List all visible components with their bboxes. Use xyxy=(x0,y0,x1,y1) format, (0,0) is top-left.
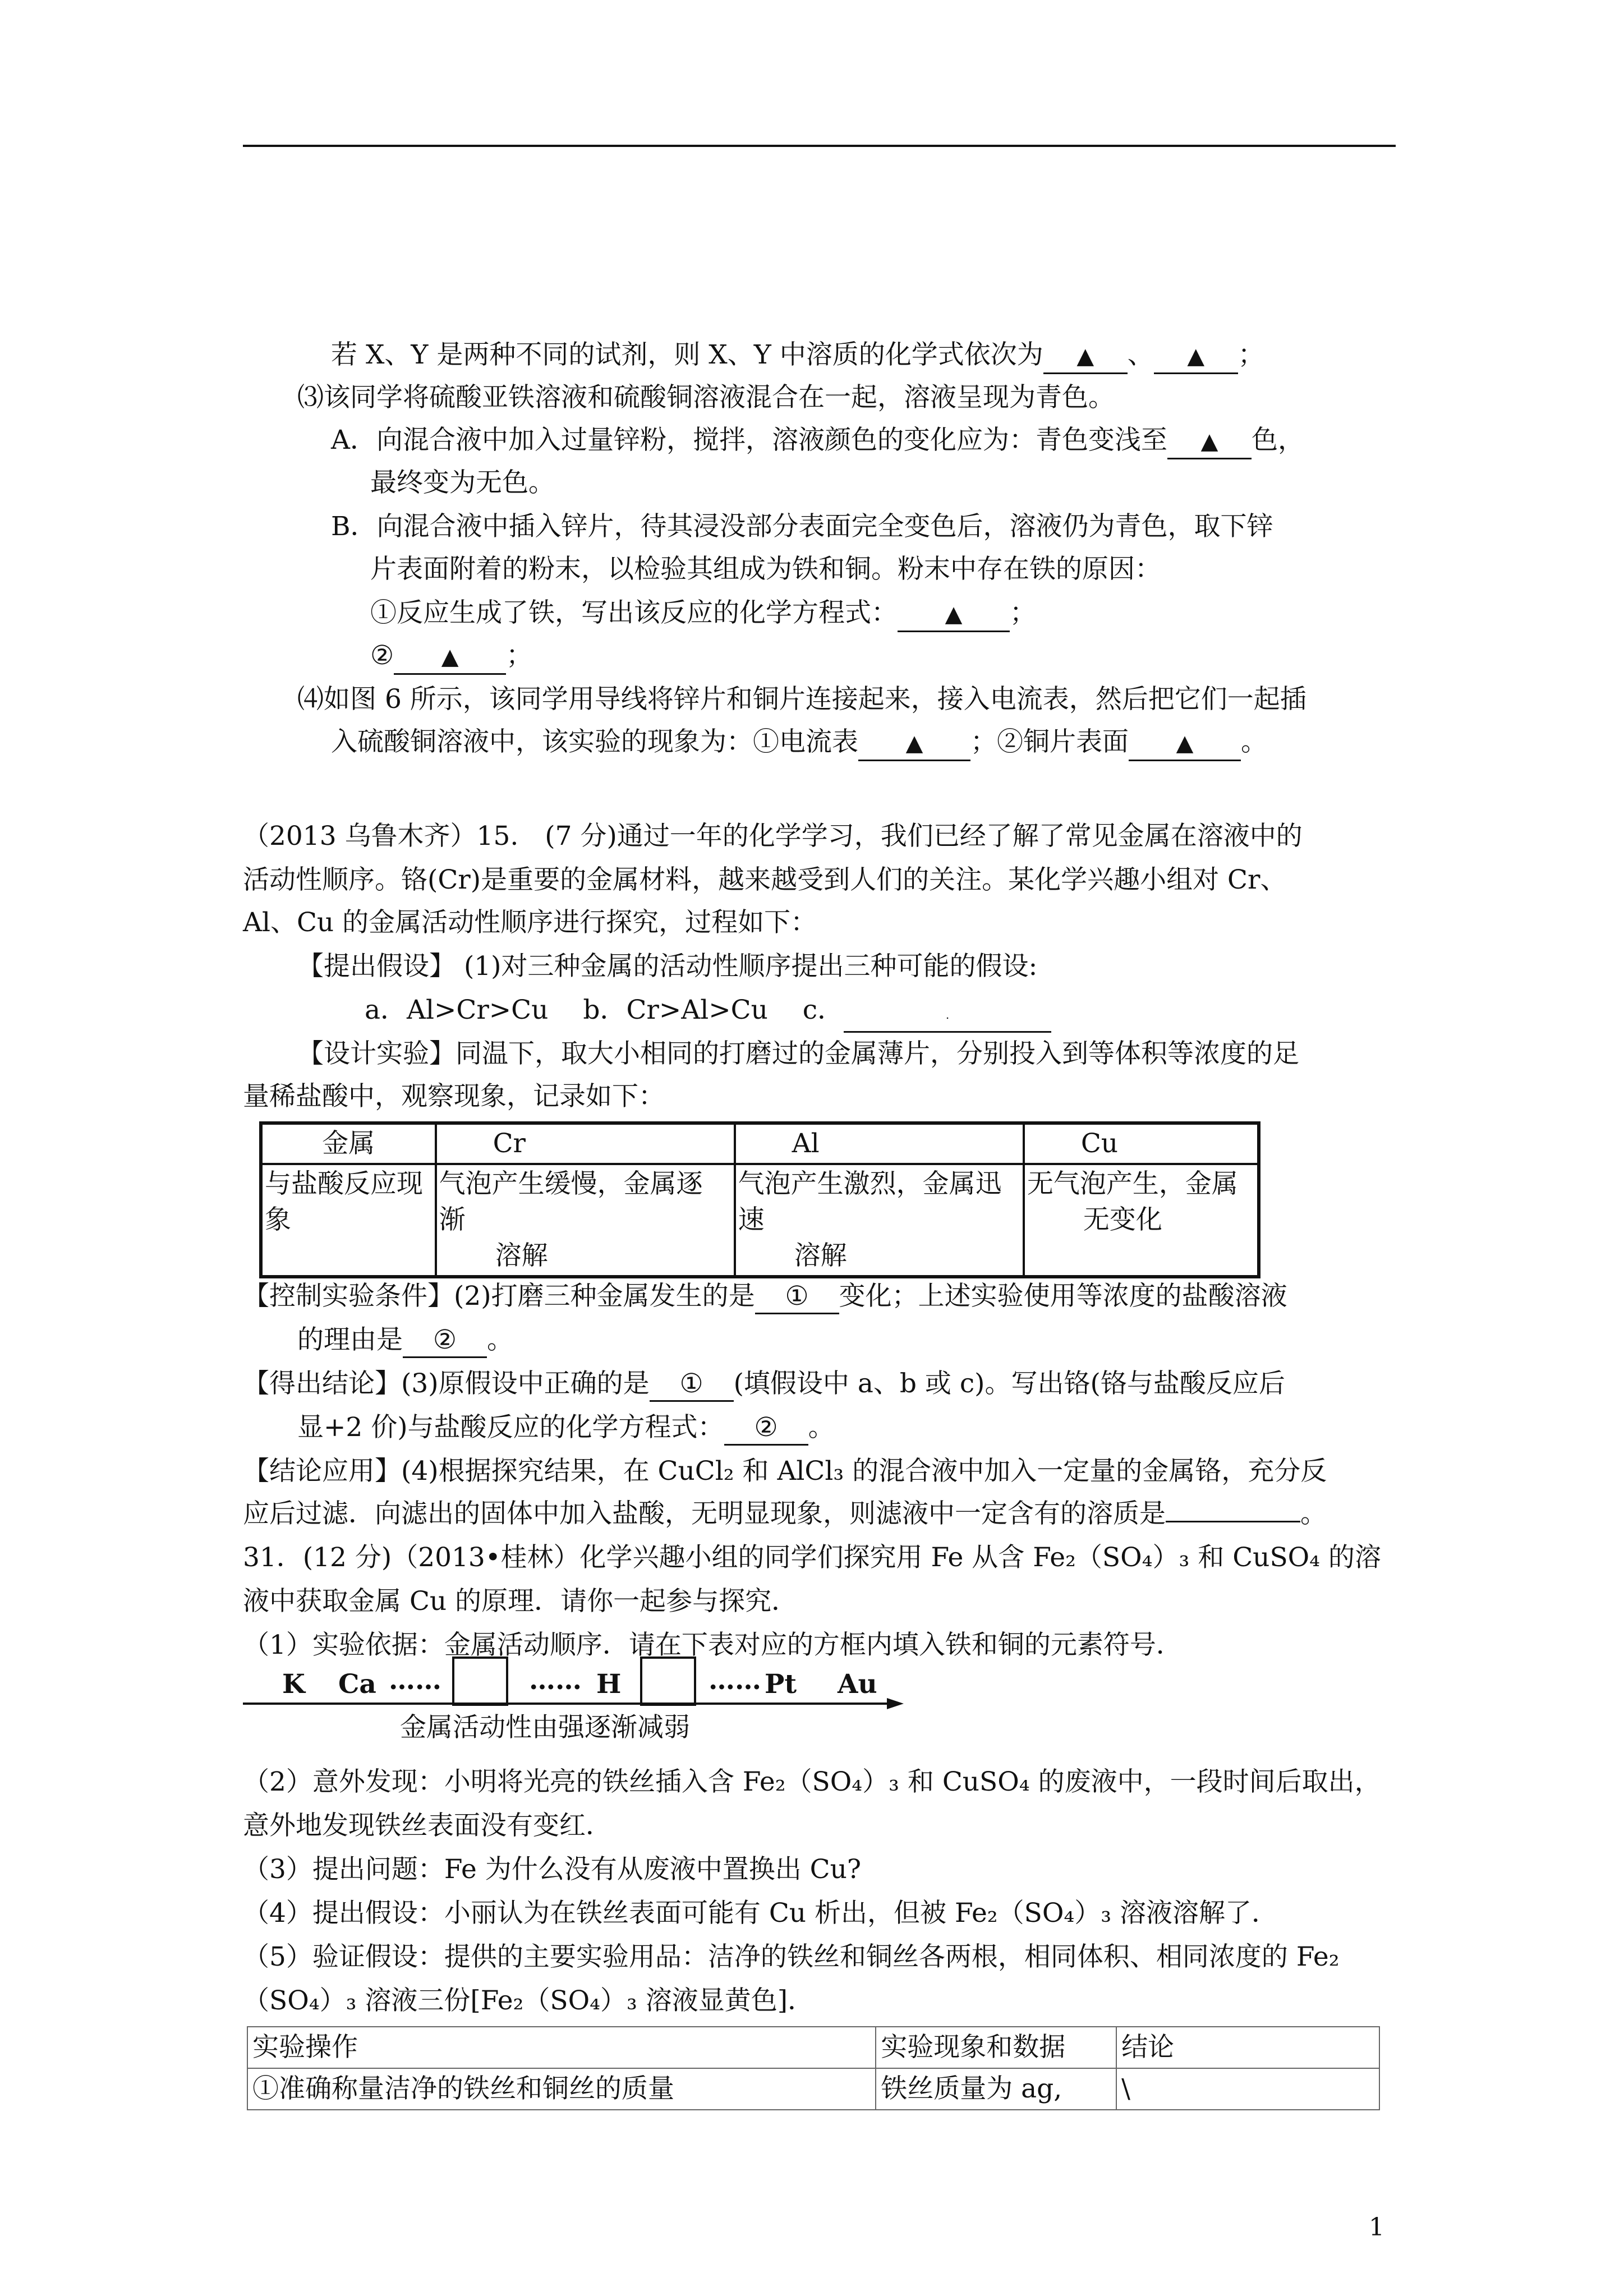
design-experiment-cont: 量稀盐酸中，观察现象，记录如下： xyxy=(243,1081,665,1112)
table-row xyxy=(261,1164,1259,1277)
table-header: Cr xyxy=(436,1123,735,1164)
blank-box[interactable] xyxy=(641,1658,695,1705)
table-cell: 铁丝质量为 ag, xyxy=(876,2068,1116,2110)
unexpected-finding: （2）意外发现：小明将光亮的铁丝插入含 Fe₂（SO₄）₃ 和 CuSO₄ 的废液中，一段时间后取出， xyxy=(243,1766,1381,1797)
blank-box[interactable] xyxy=(453,1658,507,1705)
application-cont: 应后过滤．向滤出的固体中加入盐酸，无明显现象，则滤液中一定含有的溶质是 。 xyxy=(243,1498,1327,1529)
question-3: ⑶该同学将硫酸亚铁溶液和硫酸铜溶液混合在一起，溶液呈现为青色。 xyxy=(297,382,1115,413)
control-conditions-cont: 的理由是 ② 。 xyxy=(297,1322,513,1359)
table-cell: 与盐酸反应现象 xyxy=(261,1164,436,1277)
question-3a-cont: 最终变为无色。 xyxy=(370,467,555,498)
answer-blank[interactable]: ▲ xyxy=(1154,339,1238,374)
question-3b-cont: 片表面附着的粉末，以检验其组成为铁和铜。粉末中存在铁的原因： xyxy=(370,554,1161,585)
table-cell: 气泡产生激烈，金属迅 速 溶解 xyxy=(735,1164,1024,1277)
answer-blank[interactable]: ▲ xyxy=(1167,424,1252,459)
problem-15-intro-3: Al、Cu 的金属活动性顺序进行探究，过程如下： xyxy=(243,907,817,938)
table-header: 实验操作 xyxy=(247,2027,876,2068)
answer-blank[interactable]: ▲ xyxy=(898,597,1010,632)
table-cell: ①准确称量洁净的铁丝和铜丝的质量 xyxy=(247,2068,876,2110)
raise-question: （3）提出问题：Fe 为什么没有从废液中置换出 Cu? xyxy=(243,1854,862,1885)
answer-blank[interactable]: ▲ xyxy=(1129,726,1241,761)
chain-item: …… xyxy=(529,1665,582,1696)
chain-item: H xyxy=(596,1669,622,1700)
table-cell: 气泡产生缓慢，金属逐 渐 溶解 xyxy=(436,1164,735,1277)
chain-item: …… xyxy=(709,1665,761,1696)
chain-item: Au xyxy=(838,1669,877,1700)
experiment-table xyxy=(247,2026,1380,2110)
unexpected-finding-cont: 意外地发现铁丝表面没有变红． xyxy=(243,1810,612,1841)
answer-blank[interactable]: . xyxy=(844,994,1051,1033)
table-header: 结论 xyxy=(1116,2027,1379,2068)
control-conditions: 【控制实验条件】(2)打磨三种金属发生的是 ① 变化；上述实验使用等浓度的盐酸溶液 xyxy=(243,1278,1287,1315)
table-row xyxy=(247,2068,1379,2110)
experiment-basis: （1）实验依据：金属活动顺序．请在下表对应的方框内填入铁和铜的元素符号． xyxy=(243,1630,1183,1660)
chain-item: …… xyxy=(389,1665,441,1696)
question-3b-1: ①反应生成了铁，写出该反应的化学方程式： ▲ ； xyxy=(370,595,1036,632)
table-header: 金属 xyxy=(261,1123,436,1164)
conclusion: 【得出结论】(3)原假设中正确的是 ① (填假设中 a、b 或 c)。写出铬(铬与盐酸反应后 xyxy=(243,1365,1285,1402)
answer-blank[interactable]: ② xyxy=(403,1324,487,1358)
answer-blank[interactable]: ② xyxy=(724,1411,808,1446)
verify-hypothesis: （5）验证假设：提供的主要实验用品：洁净的铁丝和铜丝各两根，相同体积、相同浓度的 Fe₂ xyxy=(243,1941,1340,1972)
answer-blank[interactable]: ① xyxy=(650,1368,734,1402)
chain-item: Pt xyxy=(765,1669,797,1700)
table-header: 实验现象和数据 xyxy=(876,2027,1116,2068)
answer-blank[interactable]: ▲ xyxy=(394,639,506,675)
table-cell: 无气泡产生，金属 无变化 xyxy=(1024,1164,1259,1277)
question-3b: B．向混合液中插入锌片，待其浸没部分表面完全变色后，溶液仍为青色，取下锌 xyxy=(331,511,1273,542)
hypothesis: （4）提出假设：小丽认为在铁丝表面可能有 Cu 析出，但被 Fe₂（SO₄）₃ 溶液溶解了． xyxy=(243,1898,1278,1929)
question-4-cont: 入硫酸铜溶液中，该实验的现象为：①电流表 ▲ ；②铜片表面 ▲ 。 xyxy=(331,724,1267,761)
answer-blank[interactable]: ▲ xyxy=(858,726,970,761)
table-cell: \ xyxy=(1116,2068,1379,2110)
question-3a: A．向混合液中加入过量锌粉，搅拌，溶液颜色的变化应为：青色变浅至 ▲ 色， xyxy=(331,422,1304,459)
problem-31-intro: 31．(12 分)（2013•桂林）化学兴趣小组的同学们探究用 Fe 从含 Fe₂（SO₄）₃ 和 CuSO₄ 的溶 xyxy=(243,1542,1381,1573)
problem-15-intro: （2013 乌鲁木齐）15. (7 分)通过一年的化学学习，我们已经了解了常见金属在溶液中的 xyxy=(243,821,1303,852)
chain-item: Ca xyxy=(338,1669,376,1700)
verify-hypothesis-cont: （SO₄）₃ 溶液三份[Fe₂（SO₄）₃ 溶液显黄色]． xyxy=(243,1985,815,2016)
answer-blank[interactable]: ▲ xyxy=(1043,339,1128,374)
table-header: Al xyxy=(735,1123,1024,1164)
conclusion-cont: 显+2 价)与盐酸反应的化学方程式： ② 。 xyxy=(297,1409,835,1446)
line-xy-formula: 若 X、Y 是两种不同的试剂，则 X、Y 中溶质的化学式依次为 ▲ 、 ▲ ； xyxy=(331,337,1264,374)
activity-series-diagram xyxy=(243,1646,905,1753)
problem-15-intro-2: 活动性顺序。铬(Cr)是重要的金属材料，越来越受到人们的关注。某化学兴趣小组对 Cr、 xyxy=(243,864,1287,895)
hypothesis-heading: 【提出假设】 (1)对三种金属的活动性顺序提出三种可能的假设: xyxy=(297,951,1038,982)
page-number: 1 xyxy=(1369,2213,1384,2242)
chain-item: K xyxy=(282,1669,305,1700)
answer-blank[interactable] xyxy=(1166,1521,1300,1522)
chain-caption: 金属活动性由强逐渐减弱 xyxy=(400,1712,690,1743)
hypotheses: a．Al>Cr>Cu b．Cr>Al>Cu c． . xyxy=(365,992,1051,1033)
table-header: Cu xyxy=(1024,1123,1259,1164)
reaction-table xyxy=(259,1121,1260,1278)
question-3b-2: ② ▲ ； xyxy=(370,637,532,675)
design-experiment: 【设计实验】同温下，取大小相同的打磨过的金属薄片，分别投入到等体积等浓度的足 xyxy=(297,1038,1299,1069)
problem-31-intro-2: 液中获取金属 Cu 的原理．请你一起参与探究． xyxy=(243,1586,798,1617)
question-4: ⑷如图 6 所示，该同学用导线将锌片和铜片连接起来，接入电流表，然后把它们一起插 xyxy=(297,684,1306,715)
table-row xyxy=(261,1123,1259,1164)
table-row xyxy=(247,2027,1379,2068)
application: 【结论应用】(4)根据探究结果，在 CuCl₂ 和 AlCl₃ 的混合液中加入一定量的金属铬，充分反 xyxy=(243,1456,1327,1487)
header-rule xyxy=(243,145,1396,147)
answer-blank[interactable]: ① xyxy=(755,1280,839,1314)
